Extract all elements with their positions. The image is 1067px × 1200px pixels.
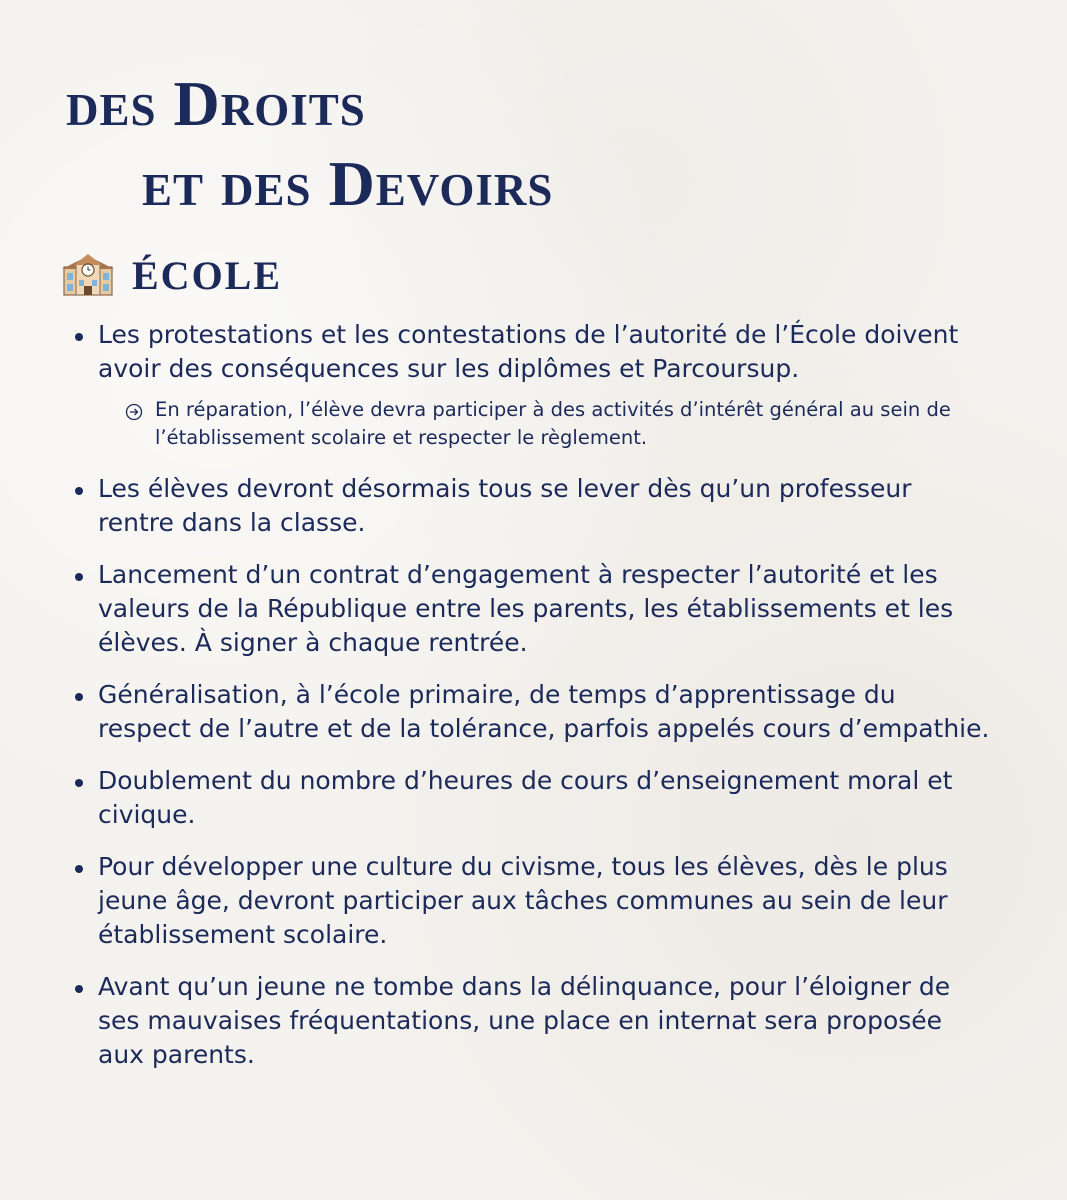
list-item-text: Généralisation, à l’école primaire, de temps d’apprentissage du respect de l’autre et de la tolérance, parfois appelés cours d’empathie. — [98, 680, 990, 743]
list-item-text: Avant qu’un jeune ne tombe dans la délinquance, pour l’éloigner de ses mauvaises fréquentations, une place en internat sera proposée aux parents. — [98, 972, 951, 1069]
measures-list — [72, 318, 992, 1090]
title-line-2-prefix: et des — [142, 148, 329, 219]
list-item — [72, 472, 992, 540]
title-line-1-main: Droits — [173, 68, 366, 139]
title-line-1 — [66, 66, 366, 142]
list-item-text: Lancement d’un contrat d’engagement à respecter l’autorité et les valeurs de la République entre les parents, les établissements et les élèves. À signer à chaque rentrée. — [98, 560, 954, 657]
bullet-icon — [75, 487, 83, 495]
sub-item-text: En réparation, l’élève devra participer à des activités d’intérêt général au sein de l’établissement scolaire et respecter le règlement. — [155, 398, 951, 449]
bullet-icon — [75, 985, 83, 993]
list-item — [72, 850, 992, 952]
sub-item — [140, 396, 992, 452]
list-item-text: Les élèves devront désormais tous se lever dès qu’un professeur rentre dans la classe. — [98, 474, 912, 537]
bullet-icon — [75, 865, 83, 873]
title-line-2-main: Devoirs — [328, 148, 554, 219]
list-item-text: Doublement du nombre d’heures de cours d’enseignement moral et civique. — [98, 766, 953, 829]
bullet-icon — [75, 333, 83, 341]
list-item — [72, 764, 992, 832]
title-line-1-prefix: des — [66, 68, 174, 139]
section-title: ÉCOLE — [132, 252, 283, 298]
circled-arrow-right-icon — [125, 401, 143, 419]
bullet-icon — [75, 573, 83, 581]
title-line-2 — [142, 146, 553, 222]
list-item — [72, 678, 992, 746]
list-item-text: Les protestations et les contestations de l’autorité de l’École doivent avoir des conséquences sur les diplômes et Parcoursup. — [98, 320, 959, 383]
list-item — [72, 318, 992, 452]
bullet-icon — [75, 779, 83, 787]
list-item — [72, 558, 992, 660]
school-building-icon — [62, 253, 114, 297]
section-heading — [62, 252, 282, 298]
list-item-text: Pour développer une culture du civisme, tous les élèves, dès le plus jeune âge, devront participer aux tâches communes au sein de leur établissement scolaire. — [98, 852, 948, 949]
bullet-icon — [75, 693, 83, 701]
list-item — [72, 970, 992, 1072]
